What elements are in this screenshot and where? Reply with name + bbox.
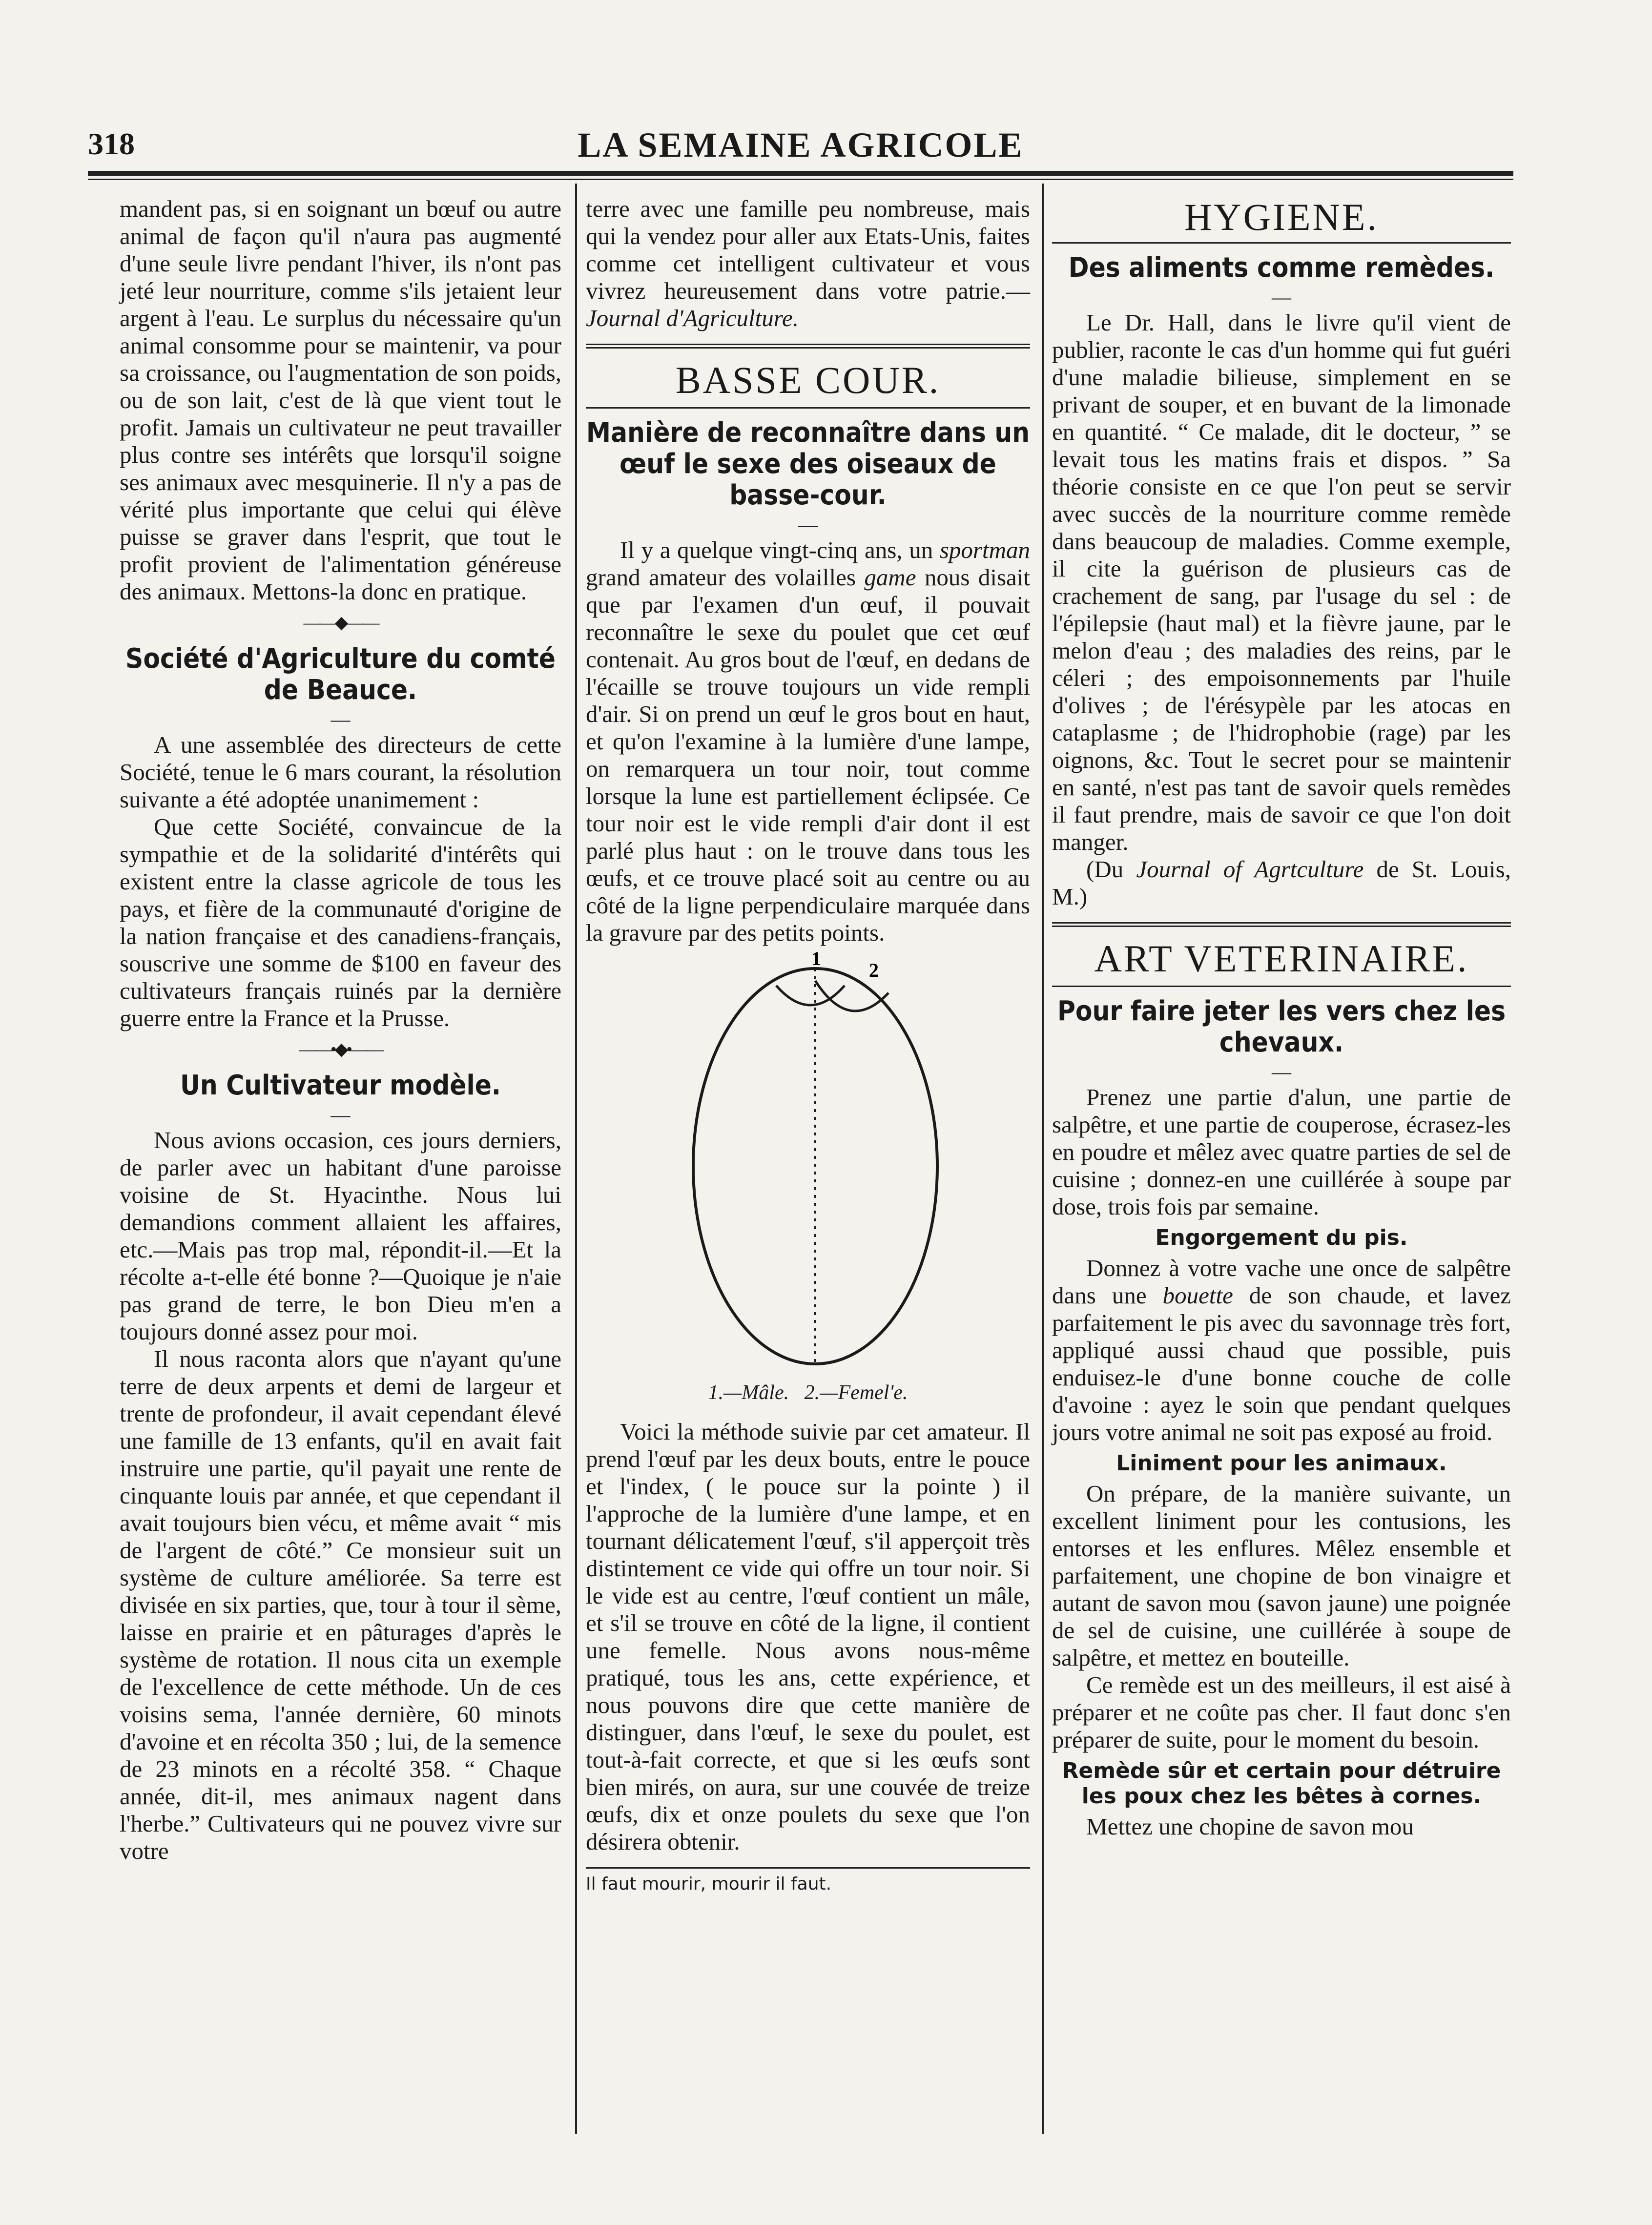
paragraph: A une assemblée des directeurs de cette Société, tenue le 6 mars courant, la résolution suivante a été adoptée unanimement : <box>120 731 561 813</box>
section-rule <box>1052 926 1511 927</box>
title-dash: — <box>1272 1061 1291 1083</box>
header-rule-thick <box>88 171 1513 176</box>
fig-label-2: 2 <box>869 959 879 981</box>
continued-paragraph: terre avec une famille peu nombreuse, mais qui la vendez pour aller aux Etats-Unis, faites comme cet intelligent cultivateur et vous vivrez heureusement dans votre patrie.—Journal d'Agriculture. <box>586 195 1030 331</box>
paragraph: Le Dr. Hall, dans le livre qu'il vient de publier, raconte le cas d'un homme qui fut guéri d'une maladie bilieuse, simplement en se privant de souper, et en buvant de la limonade en quantité. “ Ce malade, dit le docteur, ” se levait tous les matins frais et dispos. ” Sa théorie consiste en ce que l'on peut se servir avec succès de la nourriture comme remède dans beaucoup de maladies. Comme exemple, il cite la guérison de plusieurs cas de crachement de sang, par l'usage du sel : de l'épilepsie (haut mal) et la fièvre jaune, par le melon d'eau ; des maladies des reins, par le céleri ; des empoisonnements par l'huile d'olives ; de l'érésypèle par les atocas en cataplasme ; de l'hidrophobie (rage) par les oignons, &c. Tout le secret pour se maintenir en santé, n'est pas tant de savoir quels remèdes il faut prendre, mais de savoir ce que l'on doit manger. <box>1052 309 1511 855</box>
title-dash: — <box>330 708 351 730</box>
paragraph: Que cette Société, convaincue de la sympathie et de la solidarité d'intérêts qui existent entre la classe agricole de tous les pays, et fière de la communauté d'origine de la nation française et des canadiens-français, souscrive une somme de $100 en faveur des cultivateurs français ruinés par la dernière guerre entre la France et la Prusse. <box>120 813 561 1031</box>
column-divider-2 <box>1042 184 1044 2134</box>
article-title-aliments: Des aliments comme remèdes. <box>1068 252 1495 284</box>
paragraph: Ce remède est un des meilleurs, il est aisé à préparer et ne coûte pas cher. Il faut donc s'en préparer de suite, pour le moment du besoin. <box>1052 1671 1511 1753</box>
article-title-cultivateur: Un Cultivateur modèle. <box>180 1070 501 1101</box>
newspaper-title: LA SEMAINE AGRICOLE <box>578 125 1024 165</box>
egg-illustration <box>586 947 1030 1376</box>
egg-diagram <box>586 947 1030 1376</box>
article-title-vers: Pour faire jeter les vers chez les chevaux. <box>1057 995 1506 1058</box>
column-2 <box>586 195 1030 1898</box>
ornament-divider: ——◆—— <box>303 613 378 632</box>
section-rule <box>586 1867 1030 1869</box>
continued-paragraph: mandent pas, si en soignant un bœuf ou autre animal de façon qu'il n'aura pas augmenté d'une seule livre pendant l'hiver, ils n'ont pas jeté leur nourriture, comme s'ils jetaient leur argent à l'eau. Le surplus du nécessaire qu'un animal consomme pour se maintenir, va pour sa croissance, ou l'augmentation de son poids, ou de son lait, c'est de là que vient tout le profit. Jamais un cultivateur ne peut travailler plus contre ses intérêts que lorsqu'il soigne ses animaux avec mesquinerie. Il n'y a pas de vérité plus importante que celui qui élève puisse se graver dans l'esprit, que tout le profit provient de l'alimentation généreuse des animaux. Mettons-la donc en pratique. <box>120 195 561 605</box>
paragraph: Il nous raconta alors que n'ayant qu'une terre de deux arpents et demi de largeur et trente de profondeur, il avait cependant élevé une famille de 13 enfants, qu'il en avait fait instruire une partie, qu'il payait une rente de cinquante louis par année, et que cependant il avait toujours bien vécu, et même avait “ mis de l'argent de côté.” Ce monsieur suit un système de culture améliorée. Sa terre est divisée en six parties, que, tour à tour il sème, laisse en prairie et en pâturages d'après le système de rotation. Il nous cita un exemple de l'excellence de cette méthode. Un de ces voisins sema, l'année dernière, 60 minots d'avoine et en récolta 350 ; lui, de la semence de 23 minots en a récolté 358. “ Chaque année, dit-il, mes animaux nagent dans l'herbe.” Cultivateurs qui ne pouvez vivre sur votre <box>120 1345 561 1864</box>
section-rule <box>586 344 1030 345</box>
paragraph: Prenez une partie d'alun, une partie de salpêtre, et une partie de couperose, écrasez-les en poudre et mêlez avec quatre parties de sel de cuisine ; donnez-en une cuillérée à soupe par dose, trois fois par semaine. <box>1052 1084 1511 1220</box>
footer-motto: Il faut mourir, mourir il faut. <box>586 1874 832 1894</box>
paragraph: Voici la méthode suivie par cet amateur. Il prend l'œuf par les deux bouts, entre le pouce et l'index, ( le pouce sur la pointe ) il l'approche de la lumière d'une lampe, et en tournant délicatement l'œuf, s'il apperçoit très distintement ce vide qui offre un tour noir. Si le vide est au centre, l'œuf contient un mâle, et s'il se trouve en côté de la ligne, il contient une femelle. Nous avons nous-même pratiqué, tous les ans, cette expérience, et nous pouvons dire que cette manière de distinguer, dans l'œuf, le sexe du poulet, est tout-à-fait correcte, et que si les œufs sont bien mirés, on aura, sur une couvée de treize œufs, dix et onze poulets du sexe que l'on désirera obtenir. <box>586 1418 1030 1855</box>
paragraph: Nous avions occasion, ces jours derniers, de parler avec un habitant d'une paroisse voisine de St. Hyacinthe. Nous lui demandions comment allaient les affaires, etc.—Mais pas trop mal, répondit-il.—Et la récolte a-t-elle été bonne ?—Quoique je n'aie pas grand de terre, le bon Dieu m'en a toujours donné assez pour moi. <box>120 1127 561 1345</box>
section-title-basse-cour: BASSE COUR. <box>675 359 941 401</box>
page-number: 318 <box>88 126 135 161</box>
title-dash: — <box>1272 286 1291 308</box>
paragraph: Donnez à votre vache une once de salpêtre dans une bouette de son chaude, et lavez parfaitement le pis avec du savonnage très fort, appliqué aussi chaud que possible, puis enduisez-le d'une bonne couche de colle d'avoine : ayez le soin que pendant quelques jours votre animal ne soit pas exposé au froid. <box>1052 1255 1511 1445</box>
column-1 <box>120 195 561 1865</box>
page-header <box>88 121 1513 175</box>
paragraph: On prépare, de la manière suivante, un excellent liniment pour les contusions, les entorses et les enflures. Mêlez ensemble et parfaitement, une chopine de bon vinaigre et autant de savon mou (savon jaune) une poignée de sel de cuisine, une cuillérée à soupe de salpêtre, et mettez en bouteille. <box>1052 1480 1511 1671</box>
subtitle-poux: Remède sûr et certain pour détruire les poux chez les bêtes à cornes. <box>1062 1758 1501 1809</box>
article-title-societe: Société d'Agriculture du comté de Beauce. <box>125 643 556 706</box>
title-dash: — <box>330 1104 351 1126</box>
section-rule <box>1052 922 1511 924</box>
section-rule <box>586 407 1030 409</box>
section-rule <box>586 347 1030 349</box>
section-rule <box>1052 242 1511 244</box>
column-divider-1 <box>575 184 577 2134</box>
fig-label-1: 1 <box>811 948 821 969</box>
subtitle-liniment: Liniment pour les animaux. <box>1116 1451 1447 1476</box>
ornament-divider: ——•◆•—— <box>299 1039 382 1059</box>
source-citation: (Du Journal of Agrtculture de St. Louis, M.) <box>1052 856 1511 910</box>
paragraph: Il y a quelque vingt-cinq ans, un sportman grand amateur des volailles game nous disait que par l'examen d'un œuf, il pouvait reconnaître le sexe du poulet que cet œuf contenait. Au gros bout de l'œuf, en dedans de l'écaille se trouve toujours un vide rempli d'air. Si on prend un œuf le gros bout en haut, et qu'on l'examine à la lumière d'une lampe, on remarquera un tour noir, tout comme lorsque la lune est partiellement éclipsée. Ce tour noir est le vide rempli d'air dont il est parlé plus haut : on le trouve dans tous les œufs, et ce trouve placé soit au centre ou au côté de la ligne perpendiculaire marquée dans la gravure par des petits points. <box>586 536 1030 946</box>
section-title-veterinaire: ART VETERINAIRE. <box>1094 937 1469 980</box>
column-3 <box>1052 195 1511 1840</box>
header-rule-thin <box>88 179 1513 180</box>
figure-caption: 1.—Mâle. 2.—Femel'e. <box>708 1381 908 1404</box>
source-citation: Journal d'Agriculture. <box>586 305 799 331</box>
paragraph: Mettez une chopine de savon mou <box>1086 1813 1414 1840</box>
article-title-oeuf: Manière de reconnaître dans un œuf le sexe des oiseaux de basse-cour. <box>586 417 1030 511</box>
subtitle-pis: Engorgement du pis. <box>1155 1225 1408 1250</box>
section-title-hygiene: HYGIENE. <box>1184 196 1379 238</box>
title-dash: — <box>798 514 818 536</box>
section-rule <box>1052 986 1511 987</box>
